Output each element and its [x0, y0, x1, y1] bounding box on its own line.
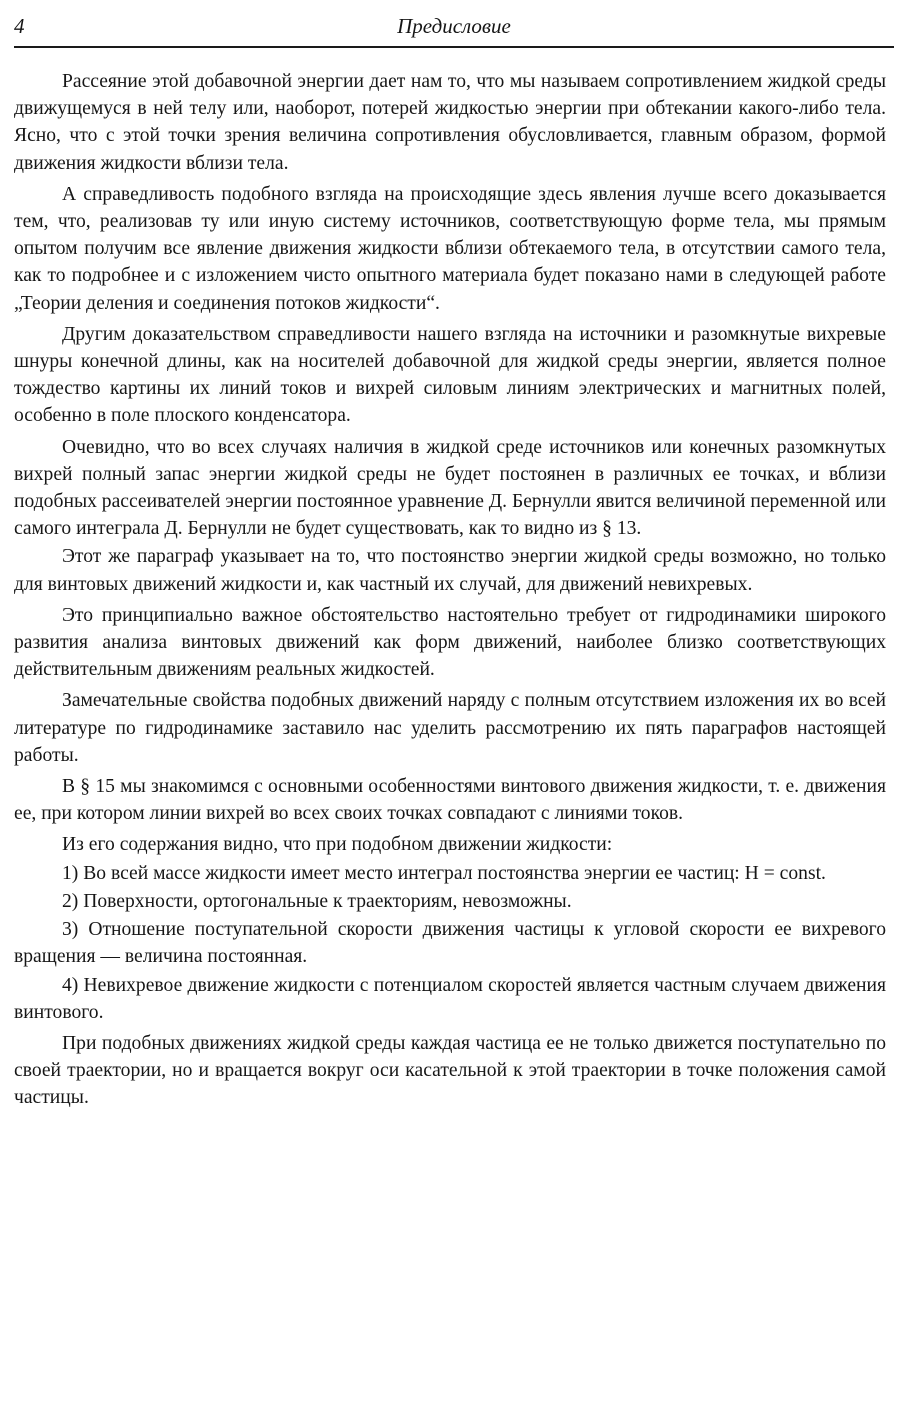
paragraph: Этот же параграф указывает на то, что постоянство энергии жидкой среды возможно, но только для винтовых движений жидкости и, как частный их случай, для движений невихревых.: [14, 546, 886, 595]
paragraph: В § 15 мы знакомимся с основными особенностями винтового движения жидкости, т. е. движения ее, при котором линии вихрей во всех своих точках совпадают с линиями токов.: [14, 776, 886, 825]
paragraph: При подобных движениях жидкой среды каждая частица ее не только движется поступательно по своей траектории, но и вращается вокруг оси касательной к этой траектории в точке положения самой частицы.: [14, 1032, 886, 1109]
paragraph: Замечательные свойства подобных движений наряду с полным отсутствием изложения их во всей литературе по гидродинамике заставило нас уделить рассмотрению их пять параграфов настоящей работы.: [14, 690, 886, 766]
page-number: 4: [14, 14, 25, 38]
paragraph: Очевидно, что во всех случаях наличия в жидкой среде источников или конечных разомкнутых вихрей полный запас энергии жидкой среды не будет постоянен в различных ее точках, и вблизи подобных рассеивателей энергии постоянное уравнение Д. Бернулли явится величиной переменной или самого интеграла Д. Бернулли не будет существовать, как то видно из § 13.: [14, 436, 887, 540]
paragraph: Из его содержания видно, что при подобном движении жидкости:: [62, 834, 613, 856]
running-title: Предисловие: [397, 14, 511, 38]
body-text: [14, 68, 886, 1112]
list-item: 4) Невихревое движение жидкости с потенциалом скоростей является частным случаем движения винтового.: [14, 974, 886, 1023]
paragraph: Это принципиально важное обстоятельство настоятельно требует от гидродинамики широкого развития анализа винтовых движений как форм движений, наиболее близко соответствующих действительным движениям реальных жидкостей.: [14, 604, 886, 681]
list-item: 1) Во всей массе жидкости имеет место интеграл постоянства энергии ее частиц: H = const.: [62, 862, 826, 884]
paragraph: Другим доказательством справедливости нашего взгляда на источники и разомкнутые вихревые шнуры конечной длины, как на носителей добавочной для жидкой среды энергии, является полное тождество картины их линий токов и вихрей силовым линиям электрических и магнитных полей, особенно в поле плоского конденсатора.: [14, 323, 886, 427]
paragraph: Рассеяние этой добавочной энергии дает нам то, что мы называем сопротивлением жидкой среды движущемуся в ней телу или, наоборот, потерей жидкостью энергии при обтекании какого-либо тела. Ясно, что с этой точки зрения величина сопротивления обусловливается, главным образом, формой движения жидкости вблизи тела.: [14, 71, 886, 174]
header-rule: [14, 46, 894, 48]
list-item: 2) Поверхности, ортогональные к траекториям, невозможны.: [62, 890, 572, 912]
paragraph: А справедливость подобного взгляда на происходящие здесь явления лучше всего доказывается тем, что, реализовав ту или иную систему источников, соответствующую форме тела, мы прямым опытом получим все явление движения жидкости вблизи обтекаемого тела, в отсутствии самого тела, как то подробнее и с изложением чисто опытного материала будет показано нами в следующей работе „Теории деления и соединения потоков жидкости“.: [14, 183, 886, 314]
list-item: 3) Отношение поступательной скорости движения частицы к угловой скорости ее вихревого вращения — величина постоянная.: [14, 919, 886, 968]
page-header: [14, 12, 894, 44]
